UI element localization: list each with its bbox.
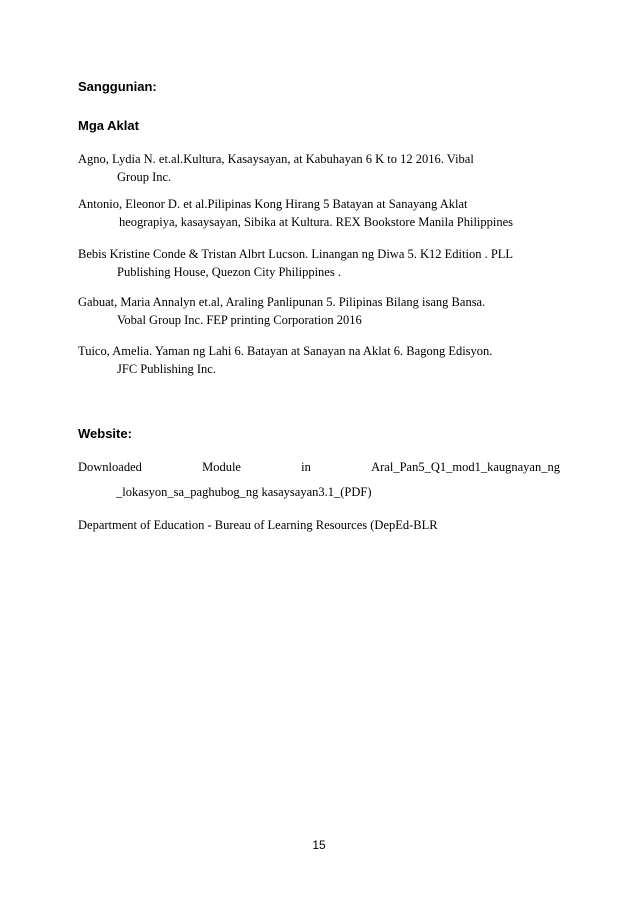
sanggunian-heading: Sanggunian: (78, 79, 157, 94)
reference-line: Gabuat, Maria Annalyn et.al, Araling Panlipunan 5. Pilipinas Bilang isang Bansa. (78, 295, 486, 309)
mga-aklat-heading: Mga Aklat (78, 118, 139, 133)
reference-entry (78, 293, 558, 329)
reference-line: Agno, Lydia N. et.al.Kultura, Kasaysayan, at Kabuhayan 6 K to 12 2016. Vibal (78, 152, 474, 166)
website-word: Module (202, 460, 241, 474)
reference-continuation: Publishing House, Quezon City Philippines . (117, 265, 341, 279)
website-reference-line (78, 460, 560, 475)
reference-continuation: Vobal Group Inc. FEP printing Corporation 2016 (117, 313, 362, 327)
reference-line: Bebis Kristine Conde & Tristan Albrt Lucson. Linangan ng Diwa 5. K12 Edition . PLL (78, 247, 514, 261)
reference-entry (78, 150, 558, 186)
reference-entry (78, 245, 558, 281)
website-word: Downloaded (78, 460, 142, 474)
reference-line: Antonio, Eleonor D. et al.Pilipinas Kong Hirang 5 Batayan at Sanayang Aklat (78, 197, 468, 211)
page-number: 15 (312, 838, 326, 852)
reference-continuation: heograpiya, kasaysayan, Sibika at Kultura. REX Bookstore Manila Philippines (119, 215, 514, 229)
reference-entry (78, 342, 558, 378)
reference-entry (78, 195, 558, 231)
reference-line: Tuico, Amelia. Yaman ng Lahi 6. Batayan at Sanayan na Aklat 6. Bagong Edisyon. (78, 344, 493, 358)
website-word: Aral_Pan5_Q1_mod1_kaugnayan_ng (371, 460, 560, 474)
website-reference-continuation: _lokasyon_sa_paghubog_ng kasaysayan3.1_(PDF) (116, 485, 372, 499)
reference-continuation: JFC Publishing Inc. (117, 362, 216, 376)
website-word: in (301, 460, 311, 474)
reference-continuation: Group Inc. (117, 170, 172, 184)
website-heading: Website: (78, 426, 132, 441)
deped-reference-line: Department of Education - Bureau of Learning Resources (DepEd-BLR (78, 518, 438, 532)
